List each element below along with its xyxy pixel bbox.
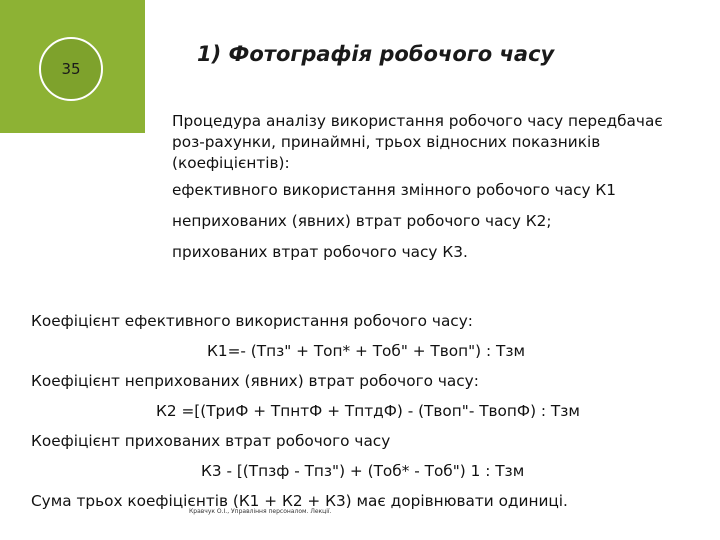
footer-note: Кравчук О.І., Управління персоналом. Лекції. xyxy=(189,508,332,515)
intro-paragraph xyxy=(172,111,663,174)
intro-block xyxy=(172,111,663,273)
intro-item-k2: неприхованих (явних) втрат робочого часу К2; xyxy=(172,212,552,230)
intro-line: (коефіцієнтів): xyxy=(172,154,290,172)
slide-number-badge xyxy=(39,37,103,101)
formula-label-k3: Коефіцієнт прихованих втрат робочого часу xyxy=(31,432,391,450)
formula-label-k2: Коефіцієнт неприхованих (явних) втрат робочого часу: xyxy=(31,372,479,390)
intro-item-k1: ефективного використання змінного робочого часу К1 xyxy=(172,181,616,199)
intro-line: Процедура аналізу використання робочого часу передбачає xyxy=(172,112,663,130)
slide-title: 1) Фотографія робочого часу xyxy=(197,42,555,66)
intro-item-k3: прихованих втрат робочого часу К3. xyxy=(172,243,468,261)
slide-number: 35 xyxy=(61,60,81,78)
formula-label-k1: Коефіцієнт ефективного використання робочого часу: xyxy=(31,312,473,330)
formula-k1: К1=- (Тпз" + Топ* + Тоб" + Твоп") : Тзм xyxy=(207,342,526,360)
intro-line: роз-рахунки, принаймні, трьох відносних показників xyxy=(172,133,601,151)
summary-text: Сума трьох коефіцієнтів (К1 + К2 + К3) має дорівнювати одиниці. xyxy=(31,492,568,510)
formula-k2: К2 =[(ТриФ + ТпнтФ + ТптдФ) - (Твоп"- ТвопФ) : Тзм xyxy=(156,402,580,420)
formula-k3: К3 - [(Тпзф - Тпз") + (Тоб* - Тоб") 1 : Тзм xyxy=(201,462,525,480)
